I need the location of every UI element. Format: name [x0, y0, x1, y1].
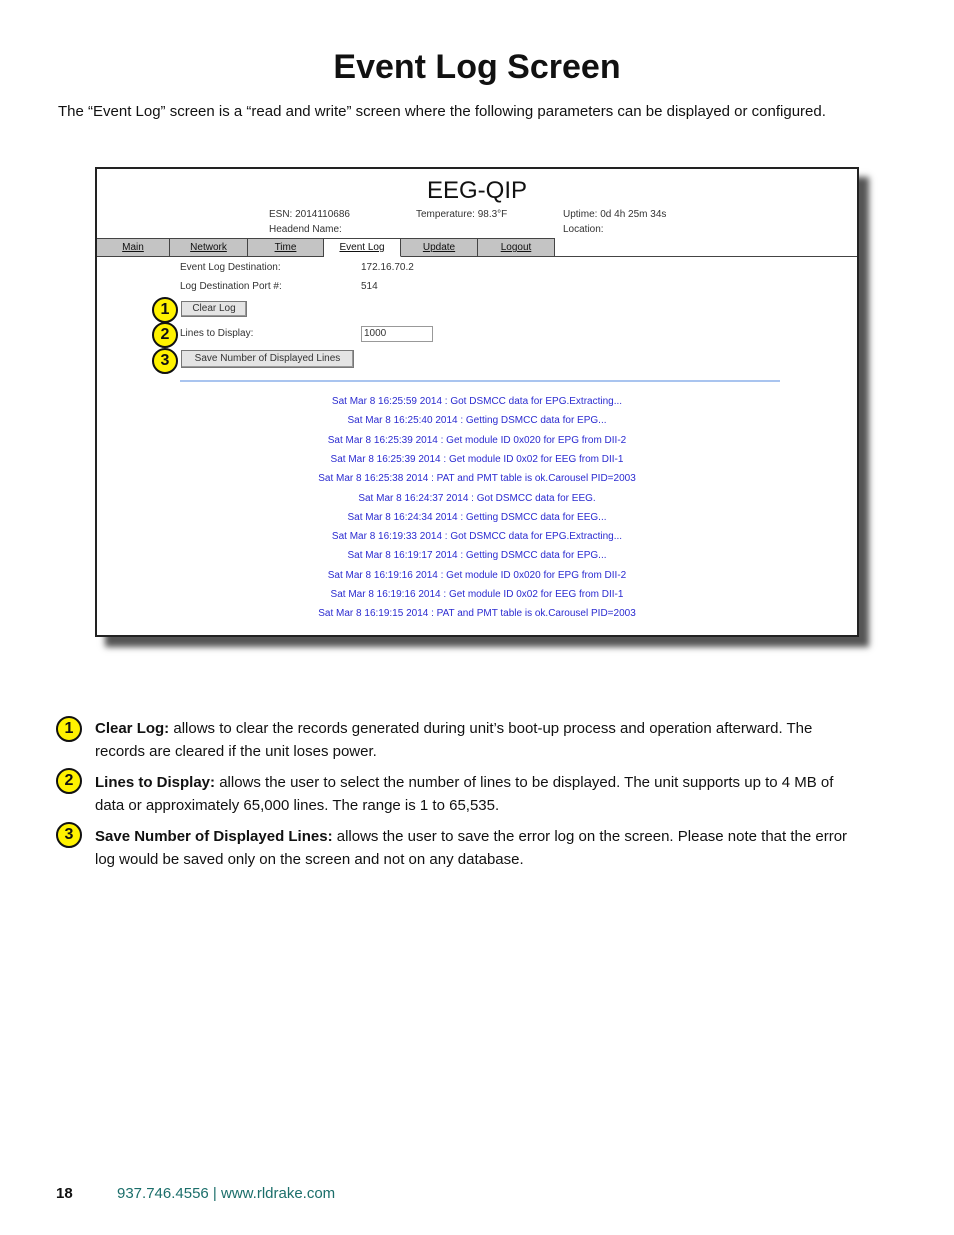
lines-to-display-label: Lines to Display:	[180, 328, 254, 339]
temperature: Temperature: 98.3°F	[416, 209, 508, 220]
nav-tabs	[97, 238, 857, 257]
tab-network[interactable]: Network	[170, 238, 248, 256]
callout-badge-2: 2	[152, 322, 178, 348]
footer-contact: 937.746.4556 | www.rldrake.com	[117, 1185, 336, 1202]
log-entry: Sat Mar 8 16:24:37 2014 : Got DSMCC data for EEG.	[358, 492, 596, 504]
save-lines-button[interactable]: Save Number of Displayed Lines	[181, 350, 354, 368]
legend-badge-2: 2	[56, 768, 82, 794]
desc-cont: records are cleared if the unit loses power.	[95, 743, 377, 760]
log-entry: Sat Mar 8 16:25:59 2014 : Got DSMCC data for EPG.Extracting...	[331, 396, 623, 407]
port-label: Log Destination Port #:	[180, 281, 282, 292]
desc-cont: log would be saved only on the screen and not on any database.	[95, 851, 524, 868]
legend-badge-3: 3	[56, 822, 82, 848]
legend-item-lines	[95, 771, 895, 817]
location: Location:	[563, 224, 604, 235]
intro-text: The “Event Log” screen is a “read and write” screen where the following parameters can be displayed or configured.	[58, 103, 826, 120]
term: Save Number of Displayed Lines:	[95, 828, 333, 845]
page-number: 18	[56, 1185, 73, 1202]
tab-update[interactable]: Update	[401, 238, 478, 256]
log-entry: Sat Mar 8 16:25:40 2014 : Getting DSMCC data for EPG...	[347, 415, 607, 427]
legend-badge-1: 1	[56, 716, 82, 742]
log-entry: Sat Mar 8 16:19:15 2014 : PAT and PMT table is ok.Carousel PID=2003	[318, 608, 636, 620]
page-title: Event Log Screen	[333, 48, 621, 86]
event-log-destination-label: Event Log Destination:	[180, 262, 281, 273]
desc: allows the user to save the error log on the screen. Please note that the error	[332, 828, 848, 845]
log-entry: Sat Mar 8 16:19:16 2014 : Get module ID 0x02 for EEG from DII-1	[330, 589, 624, 600]
legend-item-save	[95, 825, 895, 871]
event-log-destination-value: 172.16.70.2	[361, 262, 414, 273]
port-value: 514	[361, 281, 378, 292]
app-title: EEG-QIP	[427, 177, 528, 204]
log-entry: Sat Mar 8 16:24:34 2014 : Getting DSMCC data for EEG...	[347, 511, 607, 523]
uptime: Uptime: 0d 4h 25m 34s	[563, 209, 667, 220]
term: Clear Log:	[95, 720, 170, 737]
log-entry: Sat Mar 8 16:25:38 2014 : PAT and PMT table is ok.Carousel PID=2003	[318, 473, 636, 485]
lines-to-display-input[interactable]: 1000	[361, 326, 433, 342]
log-entry: Sat Mar 8 16:25:39 2014 : Get module ID 0x02 for EEG from DII-1	[330, 453, 624, 465]
desc-cont: data or approximately 65,000 lines. The range is 1 to 65,535.	[95, 797, 500, 814]
tab-main[interactable]: Main	[97, 238, 170, 256]
esn: ESN: 2014110686	[269, 209, 350, 220]
log-entry: Sat Mar 8 16:25:39 2014 : Get module ID 0x020 for EPG from DII-2	[327, 434, 627, 446]
log-entry: Sat Mar 8 16:19:33 2014 : Got DSMCC data for EPG.Extracting...	[331, 531, 623, 543]
tab-logout[interactable]: Logout	[478, 238, 555, 256]
log-entry: Sat Mar 8 16:19:17 2014 : Getting DSMCC data for EPG...	[347, 550, 607, 562]
clear-log-button[interactable]: Clear Log	[181, 301, 247, 317]
divider	[180, 380, 780, 382]
desc: allows the user to select the number of lines to be displayed. The unit supports up to 4 MB of	[215, 774, 834, 791]
headend-name: Headend Name:	[269, 224, 342, 235]
callout-badge-3: 3	[152, 348, 178, 374]
term: Lines to Display:	[95, 774, 216, 791]
tab-event-log[interactable]: Event Log	[324, 238, 401, 257]
tab-time[interactable]: Time	[248, 238, 324, 256]
legend-item-clear-log	[95, 717, 895, 763]
log-entry: Sat Mar 8 16:19:16 2014 : Get module ID 0x020 for EPG from DII-2	[327, 569, 627, 581]
event-log-screenshot	[95, 167, 859, 637]
callout-badge-1: 1	[152, 297, 178, 323]
desc: allows to clear the records generated during unit’s boot-up process and operation afterward. The	[169, 720, 813, 737]
